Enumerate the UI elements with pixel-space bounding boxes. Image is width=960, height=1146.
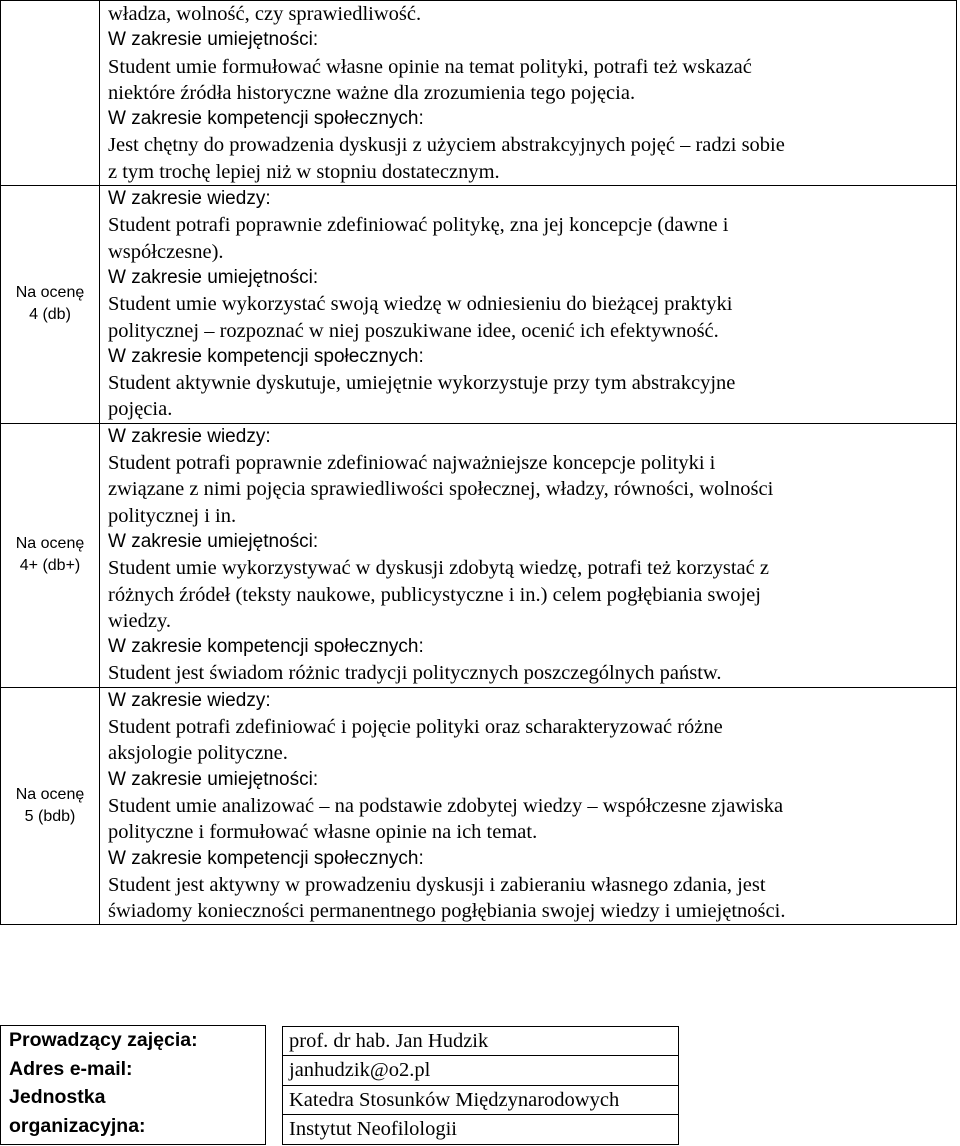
grade-label: Na ocenę bbox=[15, 786, 85, 804]
grade-label: Na ocenę bbox=[15, 535, 85, 553]
instructor-value: prof. dr hab. Jan Hudzik bbox=[282, 1026, 679, 1056]
grade-row bbox=[1, 186, 957, 424]
email-value[interactable]: janhudzik@o2.pl bbox=[282, 1055, 679, 1085]
criteria-heading: W zakresie umiejętności: bbox=[108, 768, 319, 790]
email-label: Adres e-mail: bbox=[9, 1057, 133, 1080]
criteria-text-line: pojęcia. bbox=[108, 398, 173, 421]
criteria-heading: W zakresie kompetencji społecznych: bbox=[108, 636, 424, 658]
grade-label-cell bbox=[1, 423, 100, 687]
unit-label-line1: Jednostka bbox=[9, 1086, 106, 1108]
criteria-text-line: różnych źródeł (teksty naukowe, publicystyczne i in.) celem pogłębiania swojej bbox=[108, 583, 761, 606]
info-gap bbox=[266, 1026, 283, 1145]
criteria-heading: W zakresie kompetencji społecznych: bbox=[108, 847, 424, 869]
criteria-cell bbox=[100, 186, 957, 424]
unit-label-line2: organizacyjna: bbox=[9, 1114, 146, 1137]
unit-value-line1: Katedra Stosunków Międzynarodowych bbox=[282, 1085, 679, 1115]
grade-row bbox=[1, 687, 957, 925]
criteria-text-line: współczesne). bbox=[108, 240, 224, 263]
grade-label-cell bbox=[1, 687, 100, 925]
criteria-text-line: Student potrafi poprawnie zdefiniować najważniejsze koncepcje polityki i bbox=[108, 452, 716, 475]
criteria-text-line: politycznej – rozpoznać w niej poszukiwane idee, ocenić ich efektywność. bbox=[108, 319, 719, 342]
instructor-label: Prowadzący zajęcia: bbox=[9, 1029, 198, 1051]
criteria-text-line: politycznej i in. bbox=[108, 504, 237, 527]
criteria-heading: W zakresie kompetencji społecznych: bbox=[108, 108, 424, 130]
criteria-text-line: z tym trochę lepiej niż w stopniu dostatecznym. bbox=[108, 160, 500, 183]
criteria-text-line: Student umie analizować – na podstawie zdobytej wiedzy – współczesne zjawiska bbox=[108, 794, 784, 817]
criteria-cell bbox=[100, 1, 957, 186]
criteria-text-line: aksjologie polityczne. bbox=[108, 742, 288, 765]
criteria-text-line: Student jest aktywny w prowadzeniu dyskusji i zabieraniu własnego zdania, jest bbox=[108, 873, 766, 896]
criteria-text-line: niektóre źródła historyczne ważne dla zrozumienia tego pojęcia. bbox=[108, 81, 636, 104]
criteria-heading: W zakresie umiejętności: bbox=[108, 266, 319, 288]
criteria-cell bbox=[100, 687, 957, 925]
criteria-heading: W zakresie wiedzy: bbox=[108, 188, 271, 210]
criteria-text-line: Student potrafi zdefiniować i pojęcie polityki oraz scharakteryzować różne bbox=[108, 716, 723, 739]
grade-label: 5 (bdb) bbox=[24, 808, 76, 826]
criteria-heading: W zakresie wiedzy: bbox=[108, 689, 271, 711]
info-values bbox=[282, 1026, 679, 1145]
criteria-cell bbox=[100, 423, 957, 687]
criteria-heading: W zakresie wiedzy: bbox=[108, 425, 271, 447]
criteria-text-line: Jest chętny do prowadzenia dyskusji z użyciem abstrakcyjnych pojęć – radzi sobie bbox=[108, 134, 785, 157]
course-info-table bbox=[0, 1025, 957, 1145]
criteria-text-line: wiedzy. bbox=[108, 609, 171, 632]
criteria-text-line: związane z nimi pojęcia sprawiedliwości społecznej, władzy, równości, wolności bbox=[108, 478, 774, 501]
grade-label: 4 (db) bbox=[29, 306, 71, 324]
unit-value-line2: Instytut Neofilologii bbox=[282, 1114, 679, 1145]
criteria-text-line: władza, wolność, czy sprawiedliwość. bbox=[108, 3, 422, 25]
info-spacer bbox=[679, 1026, 957, 1145]
grade-label: 4+ (db+) bbox=[19, 557, 81, 575]
criteria-text-line: polityczne i formułować własne opinie na ich temat. bbox=[108, 821, 538, 844]
grade-row bbox=[1, 423, 957, 687]
criteria-heading: W zakresie umiejętności: bbox=[108, 29, 319, 51]
grade-label-cell bbox=[1, 1, 100, 186]
criteria-heading: W zakresie kompetencji społecznych: bbox=[108, 345, 424, 367]
grade-label: Na ocenę bbox=[15, 284, 85, 302]
grade-row bbox=[1, 1, 957, 186]
grade-label-cell bbox=[1, 186, 100, 424]
criteria-text-line: Student umie wykorzystać swoją wiedzę w odniesieniu do bieżącej praktyki bbox=[108, 293, 733, 316]
criteria-text-line: Student umie formułować własne opinie na temat polityki, potrafi też wskazać bbox=[108, 55, 752, 78]
criteria-text-line: świadomy konieczności permanentnego pogłębiania swojej wiedzy i umiejętności. bbox=[108, 900, 786, 923]
criteria-text-line: Student umie wykorzystywać w dyskusji zdobytą wiedzę, potrafi też korzystać z bbox=[108, 557, 769, 580]
criteria-text-line: Student potrafi poprawnie zdefiniować politykę, zna jej koncepcje (dawne i bbox=[108, 214, 729, 237]
criteria-text-line: Student jest świadom różnic tradycji politycznych poszczególnych państw. bbox=[108, 662, 722, 685]
criteria-heading: W zakresie umiejętności: bbox=[108, 530, 319, 552]
criteria-text-line: Student aktywnie dyskutuje, umiejętnie wykorzystuje przy tym abstrakcyjne bbox=[108, 372, 736, 395]
info-labels bbox=[1, 1026, 266, 1145]
